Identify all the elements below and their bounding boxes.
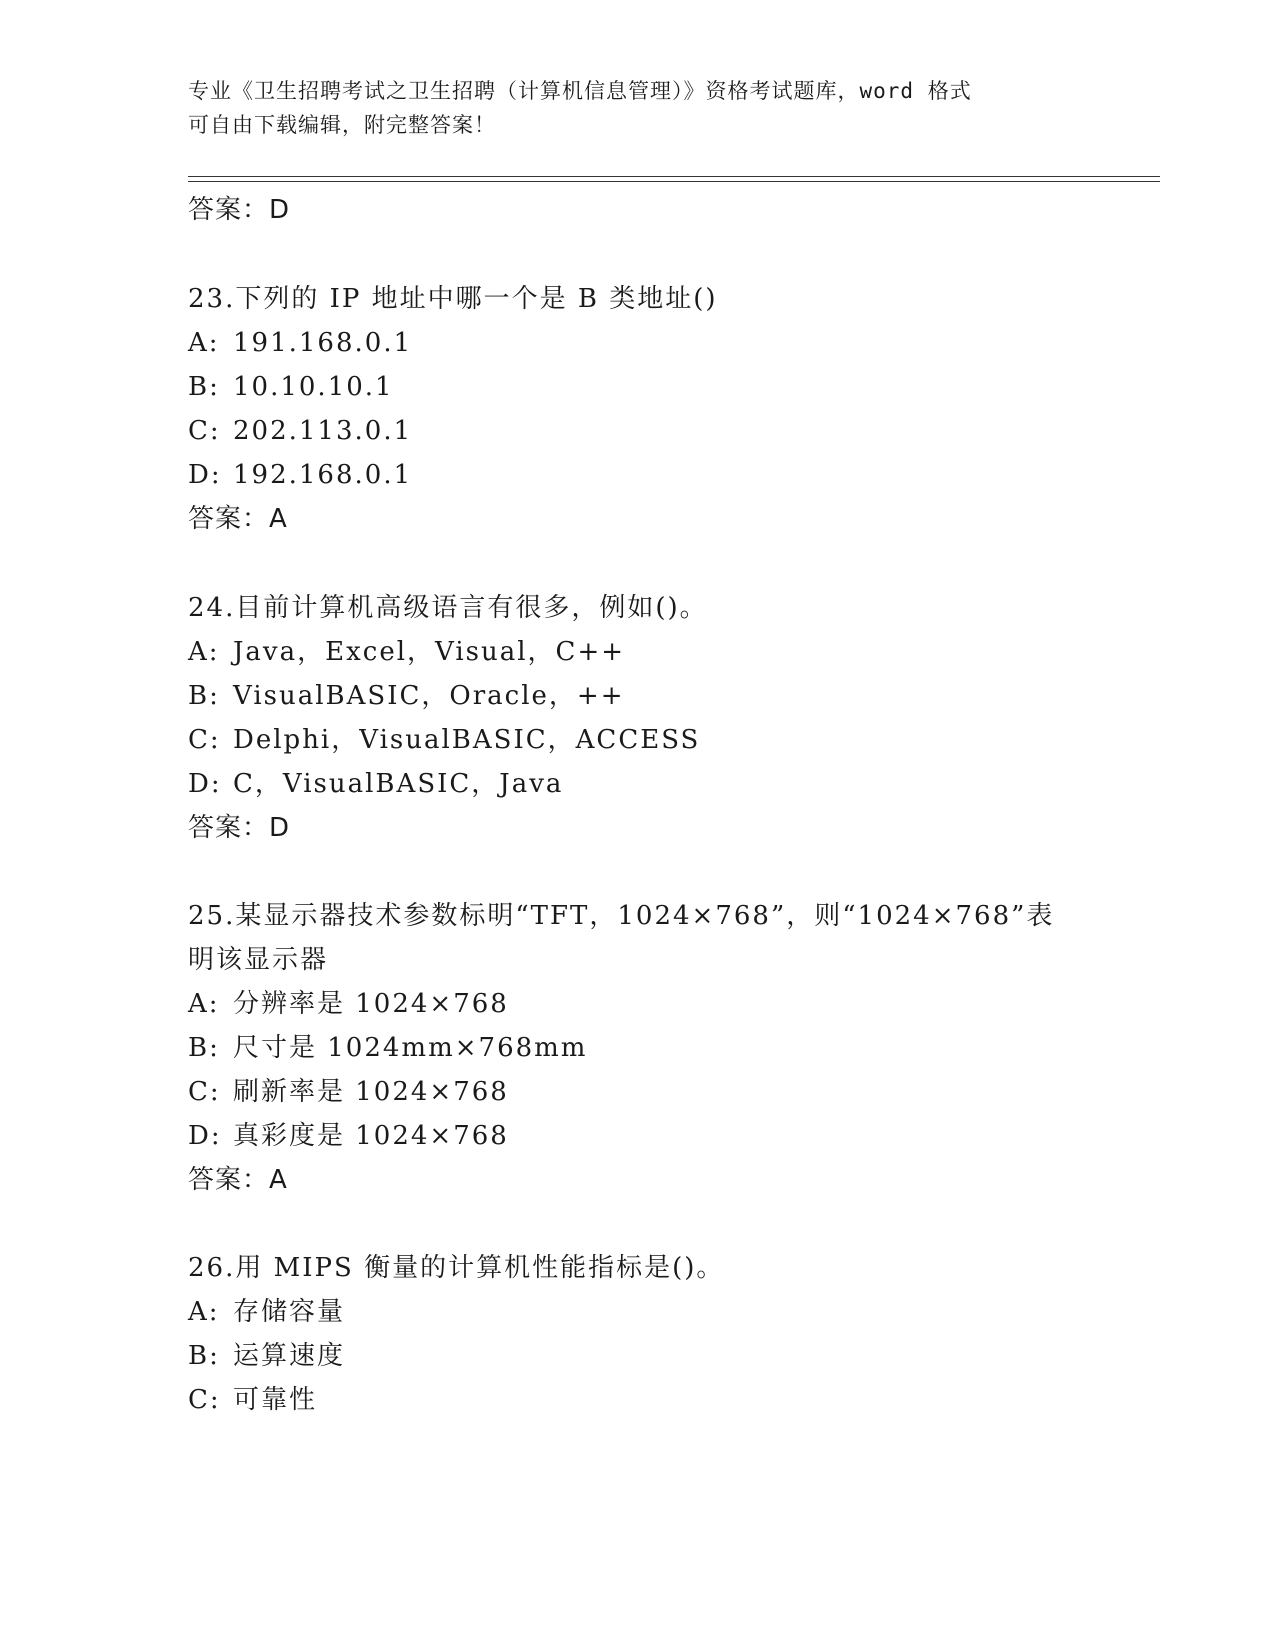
option-label: B: — [188, 1033, 220, 1063]
question-stem-continued: 明该显示器 — [188, 945, 329, 975]
option-label: A: — [188, 989, 220, 1019]
option-text: 刷新率是 1024×768 — [233, 1077, 509, 1107]
option-line — [188, 1384, 317, 1416]
header-rule-top — [188, 176, 1160, 177]
option-label: A: — [188, 328, 220, 358]
option-line — [188, 459, 412, 491]
option-text: 真彩度是 1024×768 — [233, 1121, 509, 1151]
document-header — [188, 74, 1088, 142]
option-text: 192.168.0.1 — [233, 460, 413, 490]
option-text: 191.168.0.1 — [233, 328, 413, 358]
option-label: C: — [188, 1077, 221, 1107]
option-text: VisualBASIC，Oracle，++ — [233, 681, 625, 711]
option-label: B: — [188, 1341, 220, 1371]
question-stem: 24.目前计算机高级语言有很多，例如()。 — [188, 593, 708, 623]
option-label: D: — [188, 460, 222, 490]
option-line — [188, 988, 509, 1020]
answer-line: 答案：D — [188, 813, 291, 843]
header-line-1: 专业《卫生招聘考试之卫生招聘（计算机信息管理）》资格考试题库，word 格式 — [188, 79, 972, 103]
header-rule-bottom — [188, 181, 1160, 182]
option-label: A: — [188, 637, 220, 667]
option-line — [188, 768, 563, 800]
question-stem: 26.用 MIPS 衡量的计算机性能指标是()。 — [188, 1253, 725, 1283]
option-line — [188, 371, 394, 403]
option-text: 存储容量 — [233, 1297, 346, 1327]
answer-line: 答案：A — [188, 1165, 288, 1195]
option-label: A: — [188, 1297, 220, 1327]
option-text: 可靠性 — [233, 1385, 318, 1415]
option-line — [188, 1340, 345, 1372]
option-line — [188, 1296, 345, 1328]
option-label: C: — [188, 725, 221, 755]
option-text: C，VisualBASIC，Java — [233, 769, 564, 799]
answer-line: 答案：A — [188, 504, 288, 534]
option-line — [188, 724, 700, 756]
option-line — [188, 636, 625, 668]
option-label: C: — [188, 1385, 221, 1415]
question-stem: 23.下列的 IP 地址中哪一个是 B 类地址() — [188, 284, 718, 314]
option-text: 分辨率是 1024×768 — [233, 989, 509, 1019]
option-text: 尺寸是 1024mm×768mm — [233, 1033, 588, 1063]
option-text: 运算速度 — [233, 1341, 346, 1371]
option-label: B: — [188, 372, 220, 402]
option-line — [188, 1032, 587, 1064]
option-text: 202.113.0.1 — [233, 416, 413, 446]
answer-line: 答案：D — [188, 195, 291, 225]
question-stem: 25.某显示器技术参数标明“TFT，1024×768”，则“1024×768”表 — [188, 901, 1055, 931]
option-line — [188, 1076, 509, 1108]
option-line — [188, 1120, 509, 1152]
header-line-2: 可自由下载编辑，附完整答案！ — [188, 113, 496, 137]
option-label: C: — [188, 416, 221, 446]
option-line — [188, 327, 412, 359]
option-line — [188, 415, 412, 447]
option-line — [188, 680, 624, 712]
option-label: B: — [188, 681, 220, 711]
option-label: D: — [188, 769, 222, 799]
option-label: D: — [188, 1121, 222, 1151]
option-text: 10.10.10.1 — [233, 372, 394, 402]
option-text: Java，Excel，Visual，C++ — [233, 637, 626, 667]
option-text: Delphi，VisualBASIC，ACCESS — [233, 725, 701, 755]
